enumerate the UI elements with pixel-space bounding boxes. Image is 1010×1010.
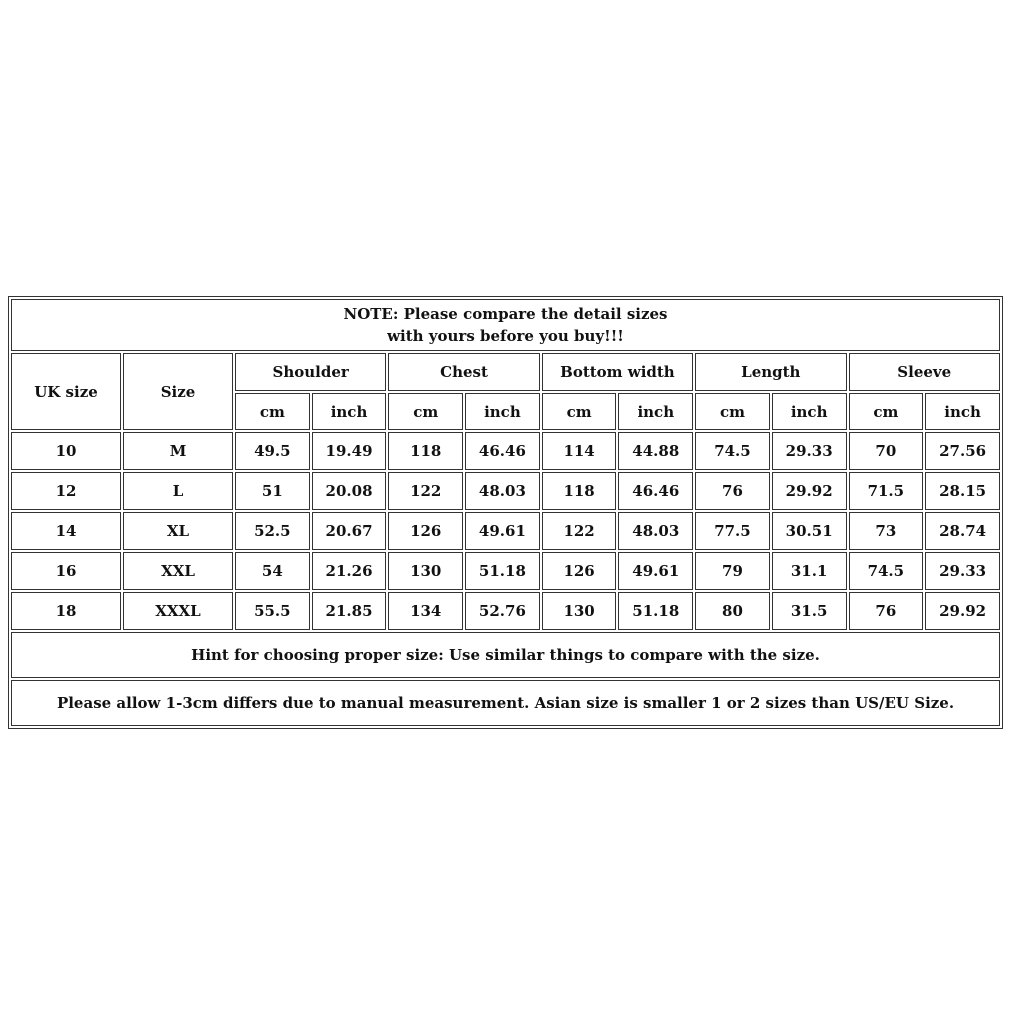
value-cell: 51 (235, 472, 310, 510)
note-row (11, 299, 1000, 351)
value-cell: 21.85 (312, 592, 387, 630)
value-cell: 76 (849, 592, 924, 630)
value-cell: 31.5 (772, 592, 847, 630)
value-cell: 29.33 (925, 552, 1000, 590)
value-cell: 48.03 (465, 472, 540, 510)
value-cell: 122 (388, 472, 463, 510)
value-cell: 118 (388, 432, 463, 470)
value-cell: 31.1 (772, 552, 847, 590)
size-cell: L (123, 472, 233, 510)
value-cell: 19.49 (312, 432, 387, 470)
value-cell: 20.08 (312, 472, 387, 510)
value-cell: 52.5 (235, 512, 310, 550)
sleeve-header: Sleeve (849, 353, 1001, 391)
value-cell: 29.33 (772, 432, 847, 470)
hint-row (11, 632, 1000, 678)
hint-text: Hint for choosing proper size: Use similar things to compare with the size. (11, 632, 1000, 678)
value-cell: 27.56 (925, 432, 1000, 470)
note-cell (11, 299, 1000, 351)
value-cell: 71.5 (849, 472, 924, 510)
value-cell: 126 (388, 512, 463, 550)
size-cell: XXXL (123, 592, 233, 630)
value-cell: 46.46 (618, 472, 693, 510)
value-cell: 29.92 (925, 592, 1000, 630)
value-cell: 114 (542, 432, 617, 470)
size-cell: M (123, 432, 233, 470)
shoulder-header: Shoulder (235, 353, 386, 391)
value-cell: 48.03 (618, 512, 693, 550)
value-cell: 77.5 (695, 512, 770, 550)
value-cell: 29.92 (772, 472, 847, 510)
unit-header: cm (695, 393, 770, 430)
value-cell: 52.76 (465, 592, 540, 630)
uk-size-cell: 18 (11, 592, 121, 630)
uk-size-cell: 10 (11, 432, 121, 470)
note-line-1: NOTE: Please compare the detail sizes (343, 305, 668, 323)
value-cell: 134 (388, 592, 463, 630)
value-cell: 49.5 (235, 432, 310, 470)
uk-size-header: UK size (11, 353, 121, 430)
size-cell: XL (123, 512, 233, 550)
table-row (11, 472, 1000, 510)
value-cell: 46.46 (465, 432, 540, 470)
chest-header: Chest (388, 353, 539, 391)
value-cell: 74.5 (849, 552, 924, 590)
value-cell: 73 (849, 512, 924, 550)
table-row (11, 552, 1000, 590)
value-cell: 76 (695, 472, 770, 510)
unit-header: inch (312, 393, 387, 430)
value-cell: 28.74 (925, 512, 1000, 550)
note-line-2: with yours before you buy!!! (387, 327, 624, 345)
length-header: Length (695, 353, 846, 391)
value-cell: 126 (542, 552, 617, 590)
unit-header: inch (618, 393, 693, 430)
value-cell: 51.18 (465, 552, 540, 590)
table-row (11, 432, 1000, 470)
value-cell: 55.5 (235, 592, 310, 630)
value-cell: 21.26 (312, 552, 387, 590)
value-cell: 49.61 (618, 552, 693, 590)
unit-header: cm (388, 393, 463, 430)
value-cell: 51.18 (618, 592, 693, 630)
value-cell: 74.5 (695, 432, 770, 470)
value-cell: 28.15 (925, 472, 1000, 510)
value-cell: 20.67 (312, 512, 387, 550)
size-chart-table (8, 296, 1003, 729)
value-cell: 30.51 (772, 512, 847, 550)
uk-size-cell: 14 (11, 512, 121, 550)
value-cell: 122 (542, 512, 617, 550)
unit-header: inch (925, 393, 1000, 430)
group-header-row (11, 353, 1000, 391)
value-cell: 130 (388, 552, 463, 590)
value-cell: 54 (235, 552, 310, 590)
value-cell: 70 (849, 432, 924, 470)
uk-size-cell: 16 (11, 552, 121, 590)
unit-header: inch (465, 393, 540, 430)
unit-header: cm (235, 393, 310, 430)
unit-header: cm (542, 393, 617, 430)
value-cell: 44.88 (618, 432, 693, 470)
size-header: Size (123, 353, 233, 430)
bottom-width-header: Bottom width (542, 353, 693, 391)
table-row (11, 592, 1000, 630)
value-cell: 130 (542, 592, 617, 630)
size-cell: XXL (123, 552, 233, 590)
footer-row (11, 680, 1000, 726)
value-cell: 49.61 (465, 512, 540, 550)
value-cell: 80 (695, 592, 770, 630)
uk-size-cell: 12 (11, 472, 121, 510)
value-cell: 118 (542, 472, 617, 510)
measurement-note: Please allow 1-3cm differs due to manual measurement. Asian size is smaller 1 or 2 sizes than US/EU Size. (11, 680, 1000, 726)
table-row (11, 512, 1000, 550)
unit-header: inch (772, 393, 847, 430)
value-cell: 79 (695, 552, 770, 590)
unit-header: cm (849, 393, 924, 430)
